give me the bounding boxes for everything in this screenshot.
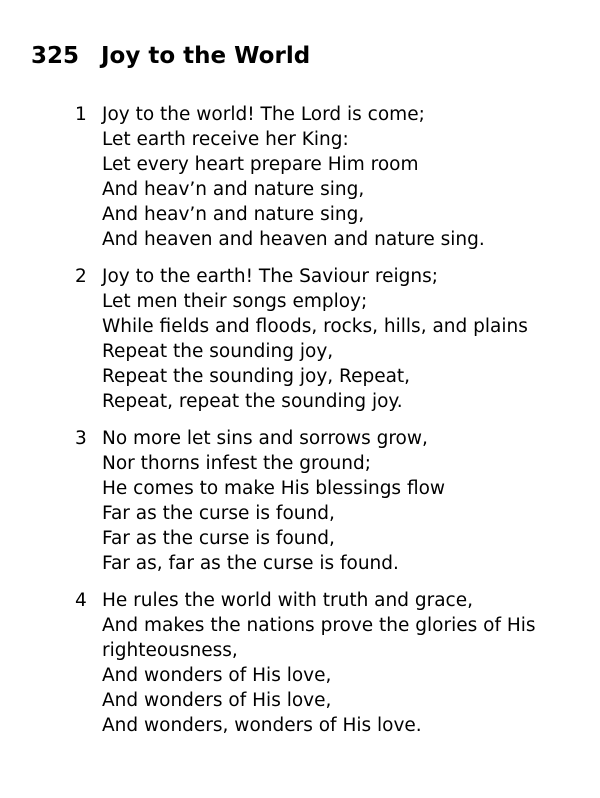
- verse-line: Nor thorns infest the ground;: [102, 453, 371, 474]
- verse-line: He comes to make His blessings flow: [102, 478, 446, 499]
- verse-3: [75, 426, 536, 576]
- verse-line: Repeat, repeat the sounding joy.: [102, 391, 403, 412]
- verse-number: 1: [75, 104, 87, 125]
- verse-lines: [102, 588, 536, 738]
- verse-line: No more let sins and sorrows grow,: [102, 428, 428, 449]
- verse-number: 4: [75, 590, 87, 611]
- verse-list: [75, 102, 536, 750]
- verse-line: Far as the curse is found,: [102, 503, 335, 524]
- verse-line: Let every heart prepare Him room: [102, 154, 419, 175]
- verse-line: And makes the nations prove the glories of His: [102, 615, 536, 636]
- verse-lines: [102, 264, 528, 414]
- verse-line: Joy to the earth! The Saviour reigns;: [102, 266, 438, 287]
- verse-lines: [102, 426, 445, 576]
- verse-line: righteousness,: [102, 640, 238, 661]
- hymn-number: 325: [31, 43, 80, 69]
- verse-4: [75, 588, 536, 738]
- verse-line: And wonders, wonders of His love.: [102, 715, 422, 736]
- verse-line: Let men their songs employ;: [102, 291, 368, 312]
- verse-1: [75, 102, 536, 252]
- verse-lines: [102, 102, 485, 252]
- verse-line: Repeat the sounding joy,: [102, 341, 334, 362]
- verse-line: And wonders of His love,: [102, 690, 332, 711]
- verse-line: Repeat the sounding joy, Repeat,: [102, 366, 411, 387]
- verse-2: [75, 264, 536, 414]
- verse-number: 3: [75, 428, 87, 449]
- verse-line: And heav’n and nature sing,: [102, 179, 365, 200]
- verse-line: And heav’n and nature sing,: [102, 204, 365, 225]
- verse-line: While fields and floods, rocks, hills, and plains: [102, 316, 528, 337]
- hymn-header: [31, 42, 310, 70]
- verse-line: Far as, far as the curse is found.: [102, 553, 399, 574]
- verse-line: Far as the curse is found,: [102, 528, 335, 549]
- verse-line: And wonders of His love,: [102, 665, 332, 686]
- verse-line: Let earth receive her King:: [102, 129, 349, 150]
- verse-number: 2: [75, 266, 87, 287]
- verse-line: And heaven and heaven and nature sing.: [102, 229, 485, 250]
- verse-line: He rules the world with truth and grace,: [102, 590, 473, 611]
- verse-line: Joy to the world! The Lord is come;: [102, 104, 425, 125]
- hymn-title: Joy to the World: [101, 43, 311, 69]
